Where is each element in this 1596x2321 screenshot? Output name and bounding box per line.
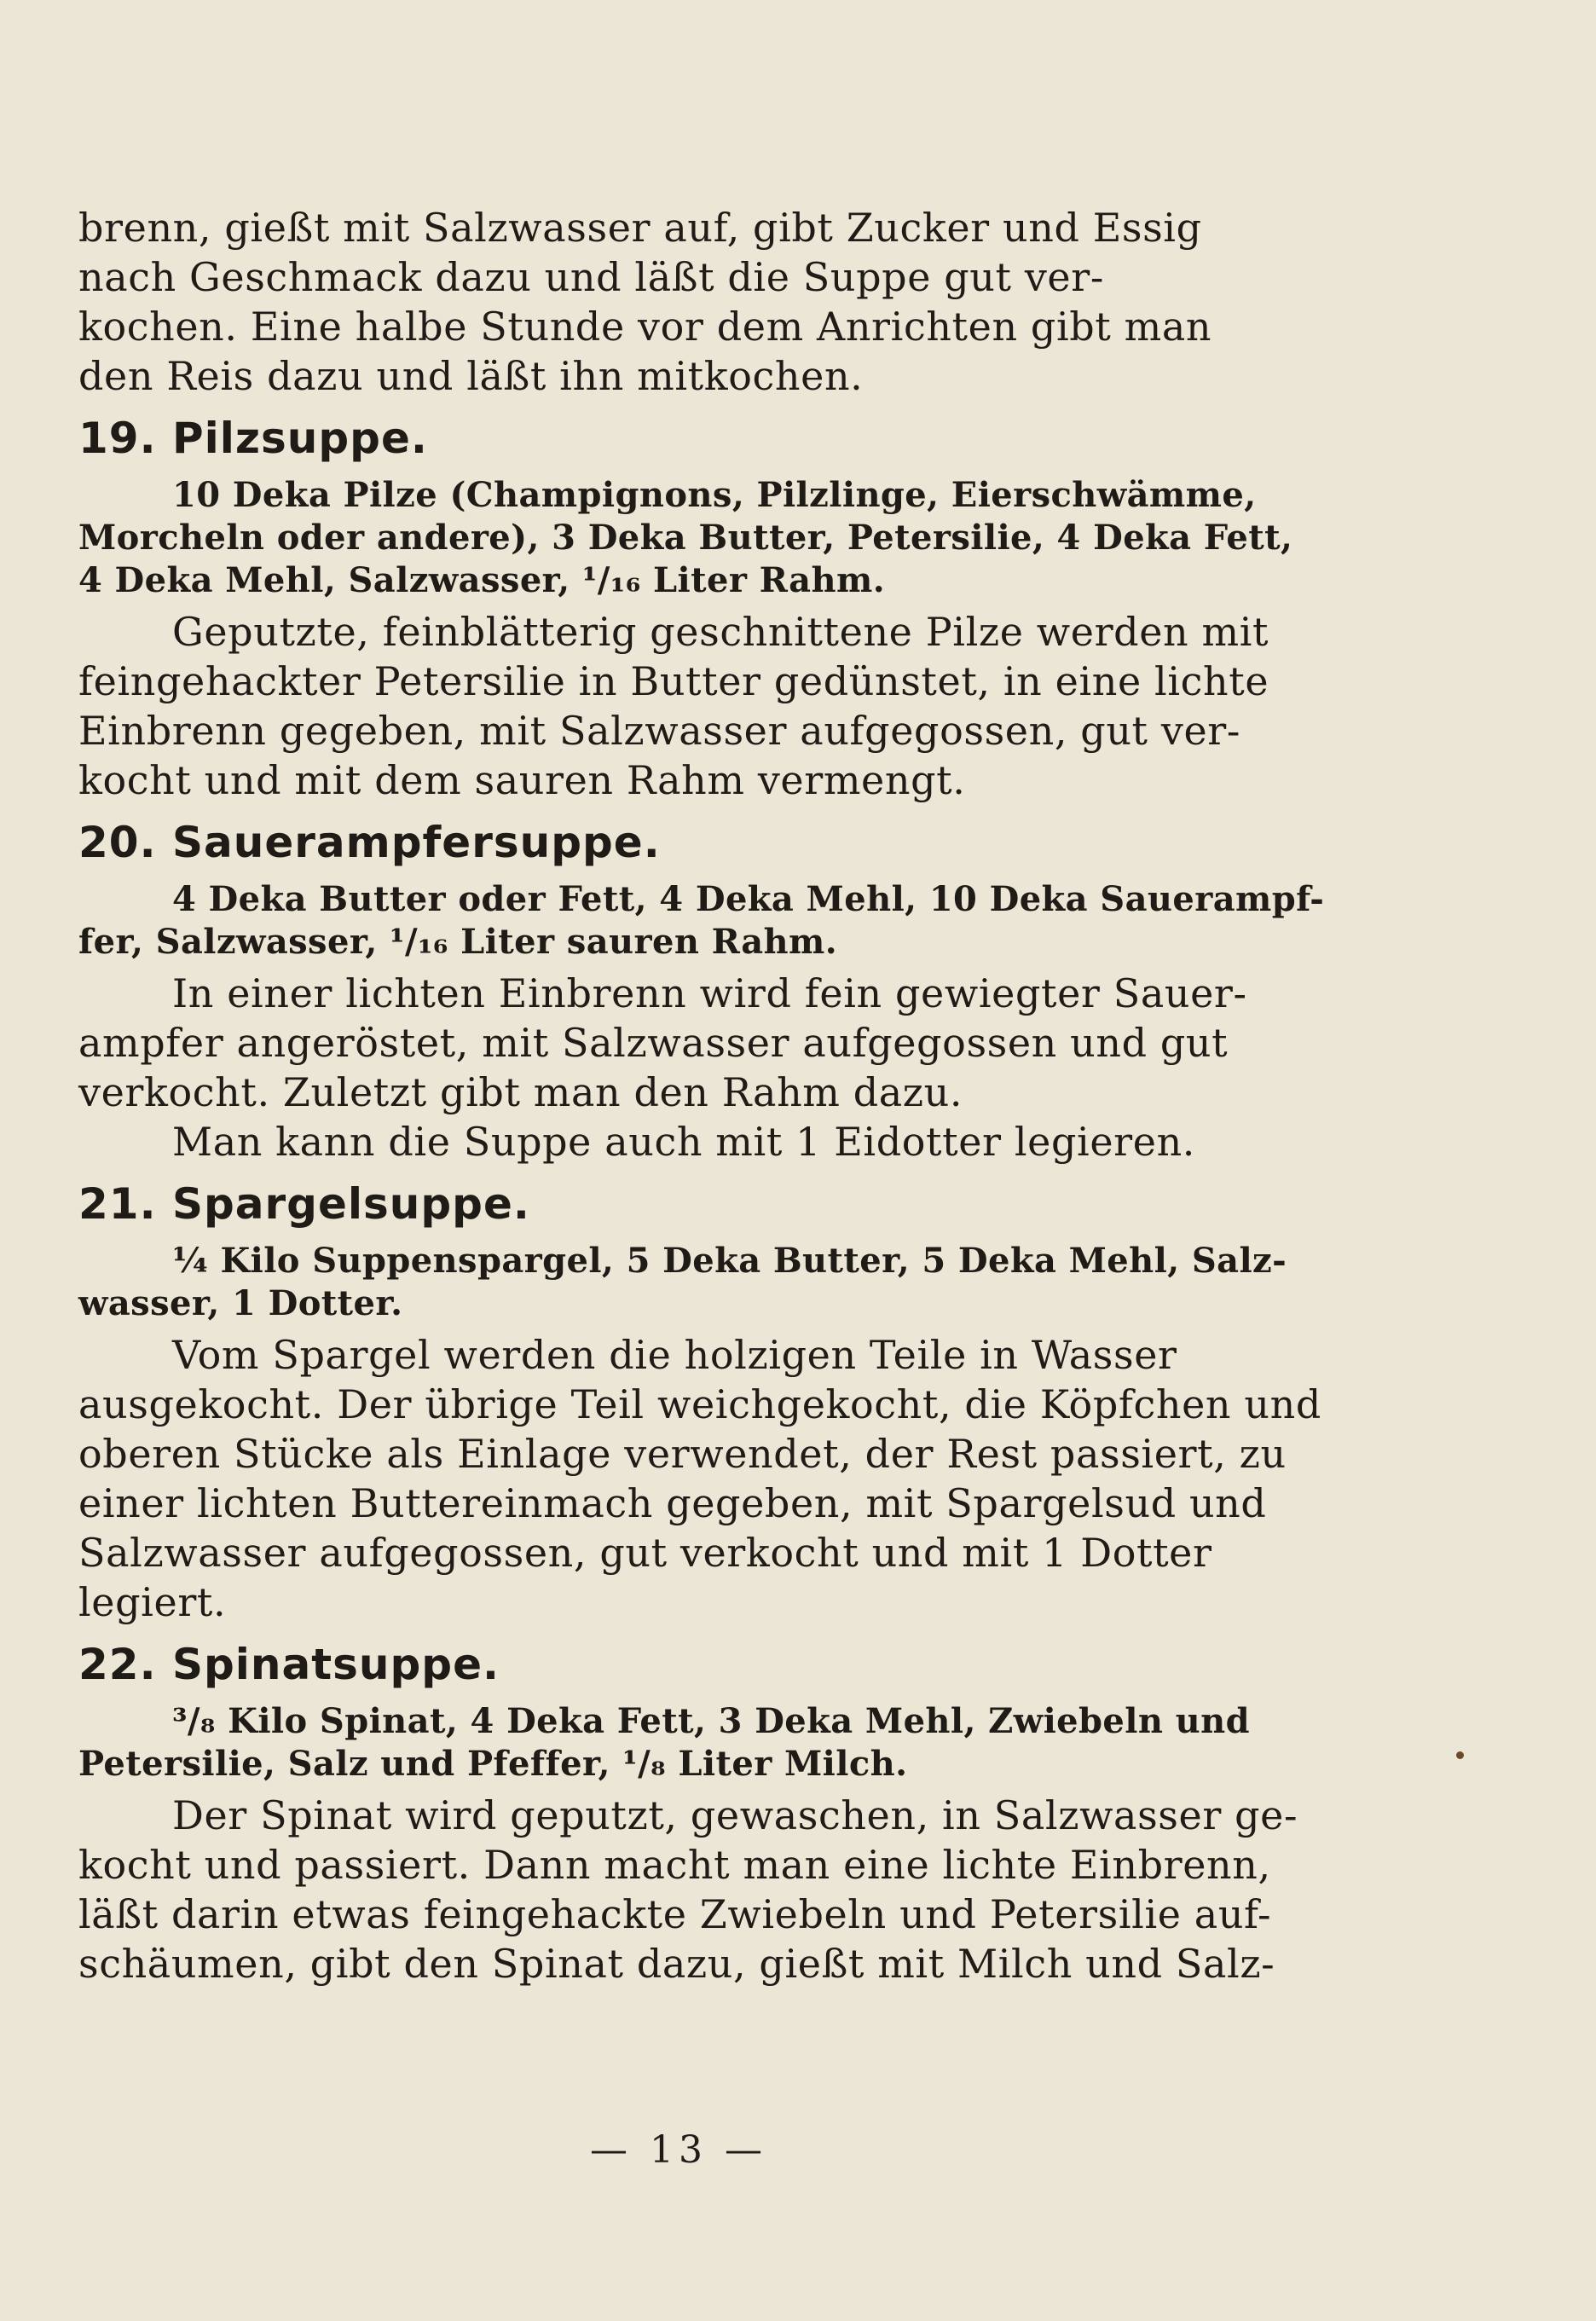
ingredient-line: Morcheln oder andere), 3 Deka Butter, Petersilie, 4 Deka Fett, <box>78 518 1293 558</box>
text-line: nach Geschmack dazu und läßt die Suppe gut ver- <box>78 254 1104 300</box>
recipe-title: 20. Sauerampfersuppe. <box>78 818 661 867</box>
recipe-19 <box>78 411 1293 805</box>
text-line: Einbrenn gegeben, mit Salzwasser aufgegossen, gut ver- <box>78 708 1241 754</box>
text-line: einer lichten Buttereinmach gegeben, mit Spargelsud und <box>78 1480 1267 1526</box>
recipe-21 <box>78 1177 1321 1627</box>
recipe-instructions <box>78 607 1289 805</box>
recipe-title: 22. Spinatsuppe. <box>78 1640 500 1689</box>
ingredient-line: 10 Deka Pilze (Champignons, Pilzlinge, Eierschwämme, <box>172 475 1257 515</box>
ingredient-list <box>78 1240 1289 1325</box>
recipe-title: 21. Spargelsuppe. <box>78 1179 530 1229</box>
ingredient-line: fer, Salzwasser, ¹/₁₆ Liter sauren Rahm. <box>78 922 838 962</box>
ingredient-list <box>78 1700 1289 1786</box>
ingredient-list <box>78 474 1293 602</box>
text-line: Man kann die Suppe auch mit 1 Eidotter legieren. <box>172 1119 1196 1165</box>
ingredient-list <box>78 878 1325 964</box>
text-line: verkocht. Zuletzt gibt man den Rahm dazu. <box>78 1069 963 1115</box>
text-line: Vom Spargel werden die holzigen Teile in Wasser <box>172 1332 1177 1378</box>
recipe-instructions <box>78 1791 1298 1988</box>
intro-paragraph <box>78 203 1289 401</box>
recipe-instructions <box>78 1330 1321 1627</box>
ingredient-line: 4 Deka Butter oder Fett, 4 Deka Mehl, 10 Deka Sauerampf- <box>172 879 1325 919</box>
text-line: ausgekocht. Der übrige Teil weichgekocht, die Köpfchen und <box>78 1381 1321 1427</box>
text-line: legiert. <box>78 1579 227 1625</box>
text-line: den Reis dazu und läßt ihn mitkochen. <box>78 353 864 399</box>
paper-speck <box>1456 1751 1464 1759</box>
text-line: feingehackter Petersilie in Butter gedünstet, in eine lichte <box>78 658 1269 704</box>
recipe-20 <box>78 815 1325 1166</box>
recipe-22 <box>78 1637 1298 1988</box>
text-line: läßt darin etwas feingehackte Zwiebeln und Petersilie auf- <box>78 1891 1272 1937</box>
text-line: In einer lichten Einbrenn wird fein gewiegter Sauer- <box>172 970 1247 1016</box>
recipe-title: 19. Pilzsuppe. <box>78 414 428 463</box>
text-line: kocht und mit dem sauren Rahm vermengt. <box>78 757 966 803</box>
recipe-instructions <box>78 969 1289 1166</box>
text-line: brenn, gießt mit Salzwasser auf, gibt Zucker und Essig <box>78 205 1202 251</box>
text-line: schäumen, gibt den Spinat dazu, gießt mit Milch und Salz- <box>78 1941 1275 1987</box>
page-number: — 13 — <box>590 2128 767 2172</box>
ingredient-line: wasser, 1 Dotter. <box>78 1283 403 1323</box>
ingredient-line: 4 Deka Mehl, Salzwasser, ¹/₁₆ Liter Rahm. <box>78 560 886 600</box>
text-line: kochen. Eine halbe Stunde vor dem Anrichten gibt man <box>78 304 1212 350</box>
ingredient-line: ¼ Kilo Suppenspargel, 5 Deka Butter, 5 Deka Mehl, Salz- <box>172 1241 1287 1281</box>
text-line: kocht und passiert. Dann macht man eine lichte Einbrenn, <box>78 1842 1271 1888</box>
text-line: Salzwasser aufgegossen, gut verkocht und mit 1 Dotter <box>78 1530 1212 1576</box>
text-line: Der Spinat wird geputzt, gewaschen, in Salzwasser ge- <box>172 1792 1298 1838</box>
text-line: oberen Stücke als Einlage verwendet, der Rest passiert, zu <box>78 1431 1287 1477</box>
text-line: Geputzte, feinblätterig geschnittene Pilze werden mit <box>172 609 1269 655</box>
ingredient-line: Petersilie, Salz und Pfeffer, ¹/₈ Liter Milch. <box>78 1744 908 1784</box>
text-line: ampfer angeröstet, mit Salzwasser aufgegossen und gut <box>78 1020 1229 1066</box>
ingredient-line: ³/₈ Kilo Spinat, 4 Deka Fett, 3 Deka Mehl, Zwiebeln und <box>172 1701 1250 1741</box>
